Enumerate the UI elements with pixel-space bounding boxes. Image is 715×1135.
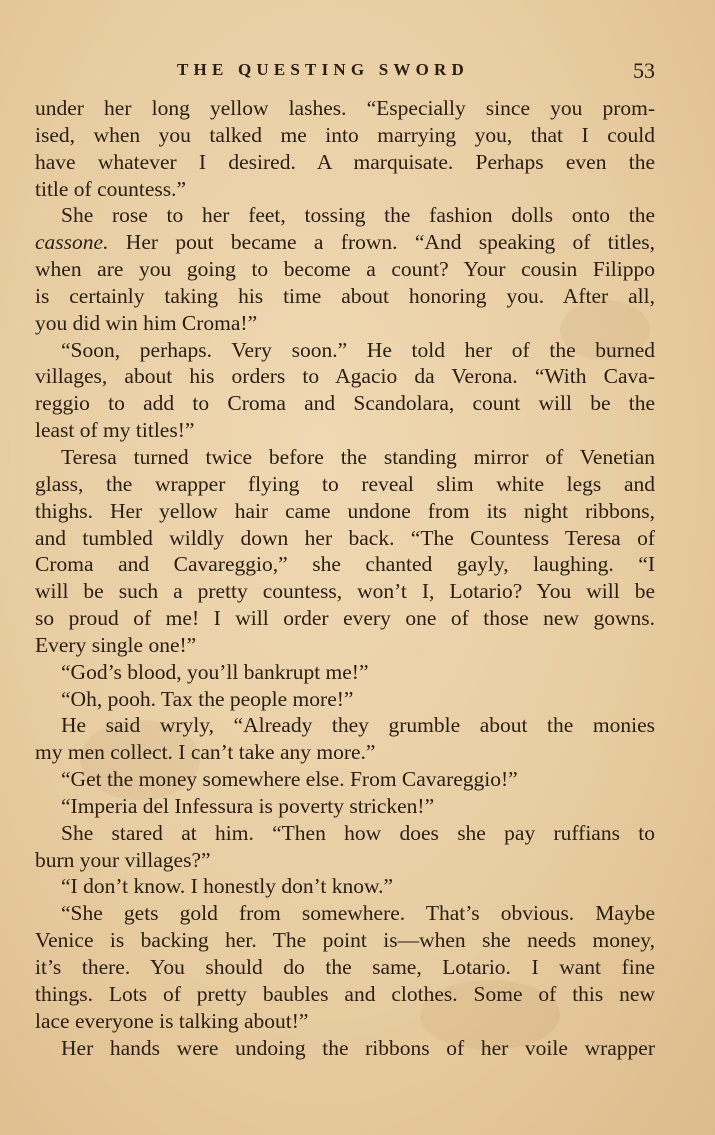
page-number: 53 (633, 58, 655, 83)
text-line: Teresa turned twice before the standing mirror of Venetian (61, 444, 655, 469)
text-line: reggio to add to Croma and Scandolara, count will be the (35, 391, 655, 416)
text-line: “She gets gold from somewhere. That’s obvious. Maybe (61, 901, 655, 926)
text-line: things. Lots of pretty baubles and clothes. Some of this new (35, 981, 655, 1006)
text-line: Venice is backing her. The point is—when she needs money, (35, 928, 655, 953)
text-line: He said wryly, “Already they grumble about the monies (61, 713, 655, 738)
text-line: it’s there. You should do the same, Lotario. I want fine (35, 955, 655, 979)
text-line: title of countess.” (35, 176, 187, 201)
text-line: and tumbled wildly down her back. “The Countess Teresa of (35, 525, 655, 550)
text-line: under her long yellow lashes. “Especially since you prom- (35, 96, 655, 120)
text-line: thighs. Her yellow hair came undone from its night ribbons, (35, 498, 655, 523)
text-line: have whatever I desired. A marquisate. Perhaps even the (35, 149, 655, 174)
text-line: lace everyone is talking about!” (35, 1008, 309, 1033)
text-line: when are you going to become a count? Your cousin Filippo (35, 257, 655, 282)
text-line: my men collect. I can’t take any more.” (35, 740, 376, 765)
text-line: “Imperia del Infessura is poverty stricken!” (61, 793, 435, 818)
text-line: She rose to her feet, tossing the fashion dolls onto the (61, 203, 655, 228)
text-line: glass, the wrapper flying to reveal slim white legs and (35, 471, 655, 496)
text-line: “I don’t know. I honestly don’t know.” (61, 874, 394, 899)
text-line: you did win him Croma!” (35, 310, 258, 335)
text-line: “Oh, pooh. Tax the people more!” (61, 686, 354, 711)
text-line: “Soon, perhaps. Very soon.” He told her of the burned (61, 337, 655, 362)
text-line: villages, about his orders to Agacio da Verona. “With Cava- (35, 364, 655, 389)
text-line: will be such a pretty countess, won’t I, Lotario? You will be (35, 579, 655, 604)
text-line: “God’s blood, you’ll bankrupt me!” (61, 659, 369, 684)
text-line: so proud of me! I will order every one of those new gowns. (35, 606, 655, 631)
text-line: least of my titles!” (35, 418, 195, 443)
text-line: cassone. Her pout became a frown. “And speaking of titles, (35, 230, 655, 255)
text-line: She stared at him. “Then how does she pay ruffians to (61, 820, 655, 845)
page-header (35, 58, 655, 88)
text-line: ised, when you talked me into marrying you, that I could (35, 122, 655, 147)
text-line: Her hands were undoing the ribbons of her voile wrapper (61, 1035, 655, 1060)
text-line: is certainly taking his time about honoring you. After all, (35, 283, 655, 308)
text-line: burn your villages?” (35, 847, 211, 872)
running-title: THE QUESTING SWORD (177, 60, 469, 79)
text-line: “Get the money somewhere else. From Cavareggio!” (61, 767, 518, 792)
body-text (35, 95, 655, 1061)
text-line: Croma and Cavareggio,” she chanted gayly, laughing. “I (35, 552, 655, 577)
text-line: Every single one!” (35, 632, 197, 657)
